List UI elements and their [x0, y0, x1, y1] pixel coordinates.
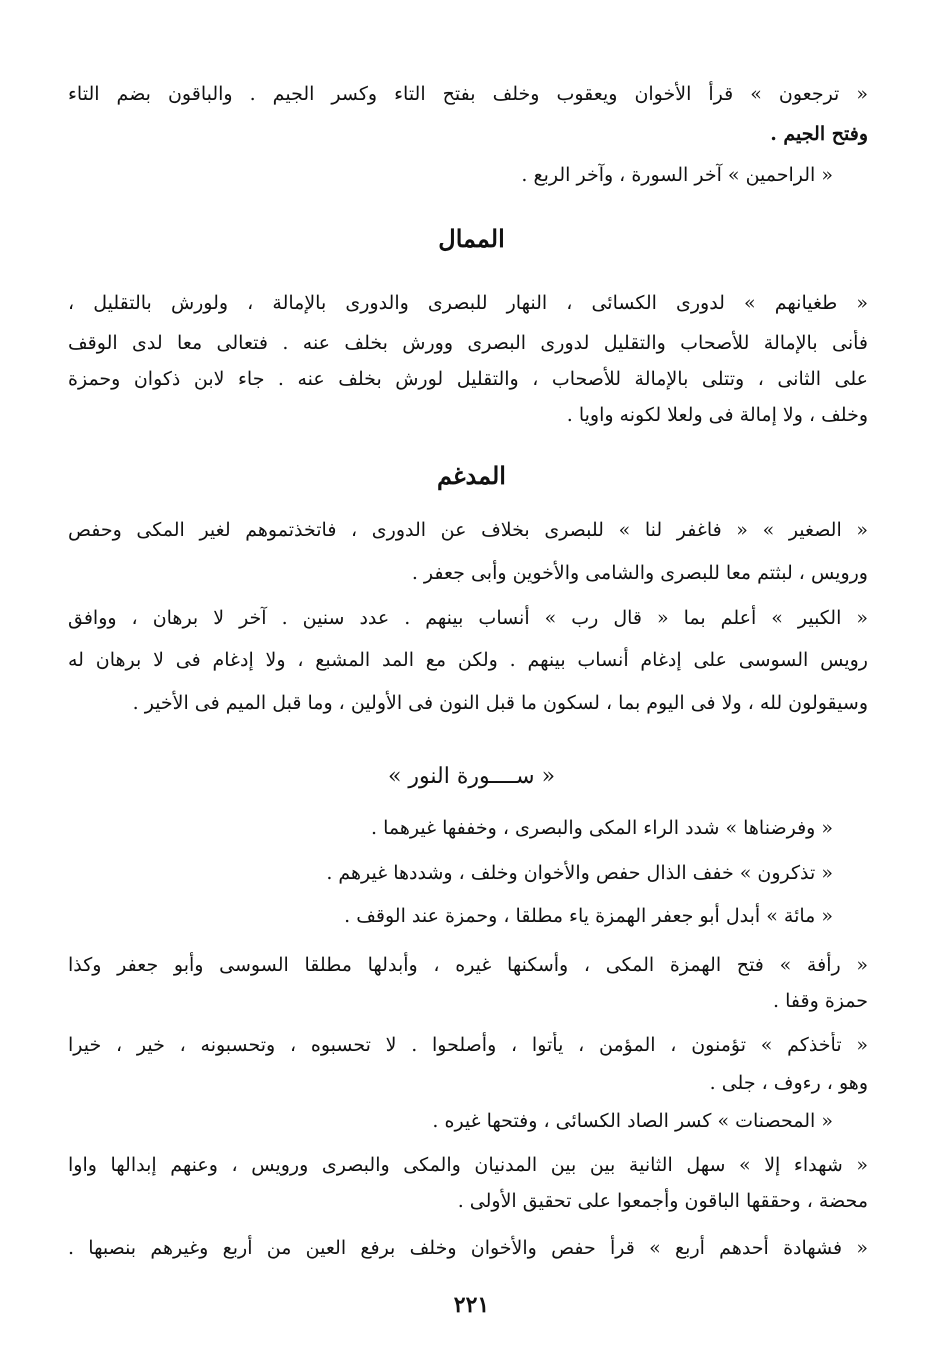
surah-line-9: « شهداء إلا » سهل الثانية بين بين المدنيان والمكى والبصرى ورويس ، وعنهم إبدالها واوا — [68, 1154, 868, 1176]
almal-line-1: « طغيانهم » لدورى الكسائى ، النهار للبصرى والدورى بالإمالة ، ولورش بالتقليل ، — [68, 292, 868, 314]
almudgham-line-5: وسيقولون لله ، ولا فى اليوم بما ، لسكون ما قبل النون فى الأولين ، وما قبل الميم فى الأخير . — [132, 692, 868, 714]
surah-line-6: « تأخذكم » تؤمنون ، المؤمن ، يأتوا ، وأصلحوا . لا تحسبوه ، وتحسبونه ، خير ، خيرا — [68, 1034, 868, 1056]
almudgham-line-3: « الكبير » أعلم بما « قال رب » أنساب بينهم . عدد سنين . آخر لا برهان ، ووافق — [68, 607, 868, 629]
almal-line-3: على الثانى ، وتتلى بالإمالة للأصحاب ، والتقليل لورش بخلف عنه . جاء لابن ذكوان وحمزة — [68, 368, 868, 390]
section-heading-almudgham: المدغم — [437, 461, 506, 490]
surah-line-8: « المحصنات » كسر الصاد الكسائى ، وفتحها غيره . — [432, 1110, 833, 1132]
surah-title: « ســــورة النور » — [387, 764, 556, 789]
surah-line-11: « فشهادة أحدهم أربع » قرأ حفص والأخوان وخلف برفع العين من أربع وغيرهم بنصبها . — [68, 1237, 868, 1259]
almudgham-line-1: « الصغير » « فاغفر لنا » للبصرى بخلاف عن الدورى ، فاتخذتموهم لغير المكى وحفص — [68, 519, 868, 541]
surah-line-2: « تذكرون » خفف الذال حفص والأخوان وخلف ، وشددها غيرهم . — [326, 862, 833, 884]
intro-line-3: « الراحمين » آخر السورة ، وآخر الربع . — [521, 164, 833, 186]
almudgham-line-2: ورويس ، لبثتم معا للبصرى والشامى والأخوين وأبى جعفر . — [411, 562, 868, 584]
surah-line-10: محضة ، وحققها الباقون وأجمعوا على تحقيق الأولى . — [457, 1190, 868, 1212]
surah-line-1: « وفرضناها » شدد الراء المكى والبصرى ، وخففها غيرهما . — [371, 817, 833, 839]
surah-line-5: حمزة وقفا . — [773, 990, 868, 1012]
intro-line-2: وفتح الجيم . — [770, 123, 868, 145]
surah-line-3: « مائة » أبدل أبو جعفر الهمزة ياء مطلقا ، وحمزة عند الوقف . — [344, 905, 833, 927]
intro-line-1: « ترجعون » قرأ الأخوان ويعقوب وخلف بفتح التاء وكسر الجيم . والباقون بضم التاء — [68, 83, 868, 105]
surah-line-7: وهو ، رءوف ، جلى . — [709, 1072, 868, 1094]
section-heading-almal: الممال — [438, 224, 505, 253]
almudgham-line-4: رويس السوسى على إدغام أنساب بينهم . ولكن مع المد المشبع ، ولا إدغام فى لا برهان له — [68, 649, 868, 671]
almal-line-2: فأنى بالإمالة للأصحاب والتقليل لدورى البصرى وورش بخلف عنه . فتعالى معا لدى الوقف — [68, 332, 868, 354]
surah-line-4: « رأفة » فتح الهمزة المكى ، وأسكنها غيره ، وأبدلها مطلقا السوسى وأبو جعفر وكذا — [68, 954, 868, 976]
almal-line-4: وخلف ، ولا إمالة فى ولعلا لكونه واويا . — [566, 404, 868, 426]
page-number: ٢٢١ — [453, 1292, 490, 1318]
